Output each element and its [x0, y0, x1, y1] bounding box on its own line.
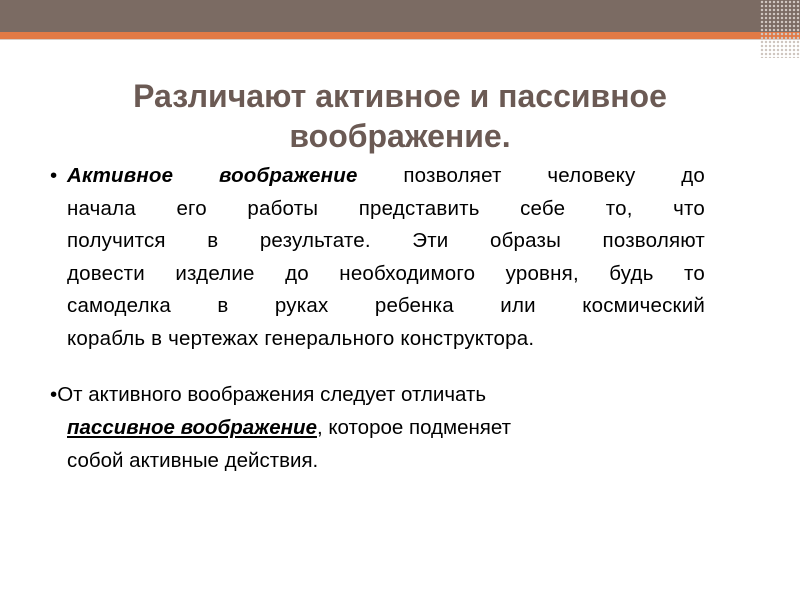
bullet-1-line-3: получится в результате. Эти образы позволяют — [67, 229, 705, 252]
header-bar — [0, 0, 800, 32]
title-line-2: воображение. — [289, 118, 511, 154]
bullet-2-line-3: собой активные действия. — [67, 449, 319, 472]
bullet-1-text: позволяет человеку до — [357, 164, 705, 187]
bullet-1-line-4: довести изделие до необходимого уровня, будь то — [67, 261, 705, 285]
dot-pattern-decoration — [760, 0, 800, 58]
bullet-active-imagination — [50, 160, 705, 355]
bullet-2-line-2: пассивное воображение, которое подменяет — [67, 416, 512, 439]
header-divider — [0, 39, 800, 40]
bullet-1-line-2: начала его работы представить себе то, что — [67, 196, 705, 220]
term-passive-imagination: пассивное воображение — [67, 416, 317, 439]
bullet-2-line-1: •От активного воображения следует отличать — [50, 383, 487, 406]
bullet-marker: • — [50, 164, 58, 187]
title-line-1: Различают активное и пассивное — [133, 78, 667, 114]
bullet-1-line-5: самоделка в руках ребенка или космический — [67, 294, 705, 317]
bullet-passive-imagination — [50, 378, 690, 477]
term-active-imagination: Активное воображение — [67, 164, 358, 187]
bullet-1-first-line — [50, 160, 705, 193]
bullet-marker: • — [50, 383, 58, 406]
header-accent-line — [0, 32, 800, 39]
slide-title — [40, 76, 760, 156]
bullet-1-line-6: корабль в чертежах генерального конструктора. — [67, 326, 535, 350]
